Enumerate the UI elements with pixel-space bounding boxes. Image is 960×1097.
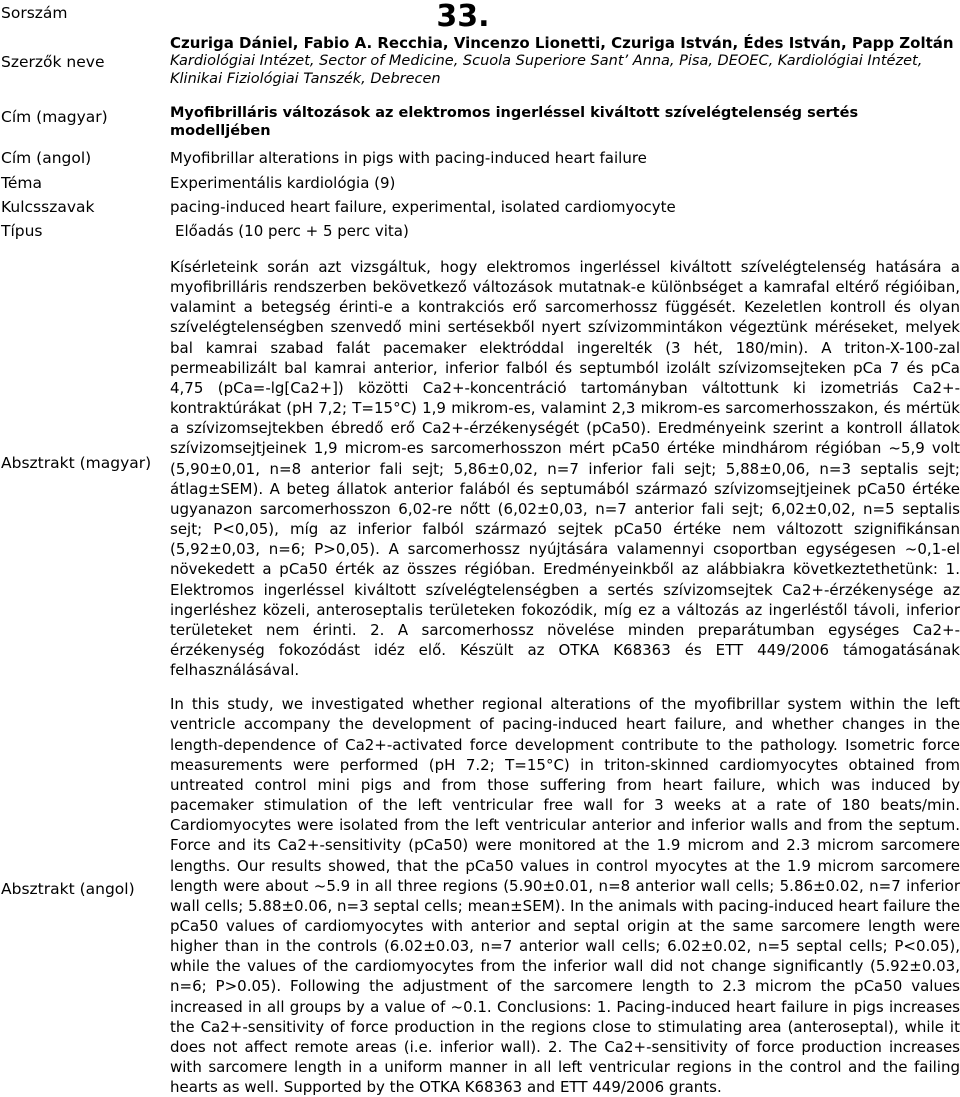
row-authors [0, 32, 960, 88]
abstract-hu-text: Kísérleteink során azt vizsgáltuk, hogy elektromos ingerléssel kiváltott szívelégtelenség hatására a myofibrilláris rendszerben bekövetkező változások mutatnak-e különbséget a kamrafal eltérő régióiban, valamint a betegség érinti-e a kontrakciós erő sarcomerhossz függését. Kezeletlen kontroll és olyan szívelégtelenségben szenvedő mini sertésekből nyert szívizommintákon végeztünk méréseket, melyek bal kamrai szabad falát pacemaker elektróddal ingerelték (3 hét, 180/min). A triton-X-100-zal permeabilizált bal kamrai anterior, inferior falból és septumból izolált szívizomsejteken pCa 7 és pCa 4,75 (pCa=-lg[Ca2+]) közötti Ca2+-koncentráció tartományban váltottunk ki izometriás Ca2+-kontraktúrákat (pH 7,2; T=15°C) 1,9 mikrom-es, valamint 2,3 mikrom-es sarcomerhosszakon, és mértük a szívizomsejtekben ébredő erő Ca2+-érzékenységét (pCa50). Eredményeink szerint a kontroll állatok szívizomsejtjeinek 1,9 microm-es sarcomerhosszon mért pCa50 értéke mindhárom régióban ~5,9 volt (5,90±0,01, n=8 anterior fali sejt; 5,86±0,02, n=7 inferior fali sejt; 5,88±0,06, n=3 septalis sejt; átlag±SEM). A beteg állatok anterior falából és septumából származó szívizomsejtjeinek pCa50 értéke ugyanazon sarcomerhosszon 6,02-re nőtt (6,02±0,03, n=7 anterior fali sejt; 6,02±0,02, n=5 septalis sejt; P<0,05), míg az inferior falból származó sejtek pCa50 értéke nem változott szignifikánsan (5,92±0,03, n=6; P>0,05). A sarcomerhossz nyújtására valamennyi csoportban egységesen ~0,1-el növekedett a pCa50 érték az összes régióban. Eredményeinkből az alábbiakra következtethetünk: 1. Elektromos ingerléssel kiváltott szívelégtelenségben a sertés szívizomsejtek Ca2+-érzékenysége az ingerléshez közeli, anteroseptalis területeken fokozódik, míg ez a változás az ingerléstől távoli, inferior területeket nem érinti. 2. A sarcomerhossz növelése minden preparátumban egységes Ca2+-érzékenység fokozódást idéz elő. Készült az OTKA K68363 és ETT 449/2006 támogatásának felhasználásával. [170, 258, 960, 680]
row-abstract-en [0, 680, 960, 1097]
row-title-en [0, 146, 960, 172]
number-label: Sorszám [1, 4, 68, 22]
row-abstract-hu [0, 246, 960, 680]
authors-text: Czuriga Dániel, Fabio A. Recchia, Vincenzo Lionetti, Czuriga István, Édes István, Papp Zoltán [170, 34, 954, 52]
title-hu-text: Myofibrilláris változások az elektromos ingerléssel kiváltott szívelégtelenség sertés modelljében [170, 105, 859, 139]
title-en-label: Cím (angol) [1, 149, 92, 167]
abstract-en-label: Absztrakt (angol) [1, 879, 135, 898]
row-title-hu [0, 88, 960, 146]
authors-cell [170, 32, 960, 88]
row-keywords [0, 196, 960, 220]
row-number [0, 0, 960, 32]
title-en-text: Myofibrillar alterations in pigs with pacing-induced heart failure [170, 149, 647, 167]
keywords-text: pacing-induced heart failure, experimental, isolated cardiomyocyte [170, 198, 676, 216]
abstract-number [170, 0, 960, 32]
affiliation-text: Kardiológiai Intézet, Sector of Medicine, Scuola Superiore Sant’ Anna, Pisa, DEOEC, Kardiológiai Intézet, Klinikai Fiziológiai Tanszék, Debrecen [170, 53, 923, 87]
topic-text: Experimentális kardiológia (9) [170, 174, 396, 192]
topic-label: Téma [1, 174, 42, 192]
title-hu-label: Cím (magyar) [1, 108, 108, 126]
authors-label: Szerzők neve [1, 53, 105, 71]
type-text: Előadás (10 perc + 5 perc vita) [175, 222, 409, 240]
abstract-en-text: In this study, we investigated whether regional alterations of the myofibrillar system within the left ventricle accompany the development of pacing-induced heart failure, and whether changes in the length-dependence of Ca2+-activated force development contribute to the pathology. Isometric force measurements were performed (pH 7.2; T=15°C) in triton-skinned cardiomyocytes obtained from untreated control mini pigs and from those suffering from heart failure, which was induced by pacemaker stimulation of the left ventricular free wall for 3 weeks at a rate of 180 beats/min. Cardiomyocytes were isolated from the left ventricular anterior and inferior walls and from the septum. Force and its Ca2+-sensitivity (pCa50) were monitored at the 1.9 microm and 2.3 microm sarcomere lengths. Our results showed, that the pCa50 values in control myocytes at the 1.9 microm sarcomere length were about ~5.9 in all three regions (5.90±0.01, n=8 anterior wall cells; 5.86±0.02, n=7 inferior wall cells; 5.88±0.06, n=3 septal cells; mean±SEM). In the animals with pacing-induced heart failure the pCa50 values of cardiomyocytes with anterior and septal origin at the same sarcomere length were higher than in the controls (6.02±0.03, n=7 anterior wall cells; 6.02±0.02, n=5 septal cells; P<0.05), while the values of the cardiomyocytes from the inferior wall did not change significantly (5.92±0.03, n=6; P>0.05). Following the adjustment of the sarcomere length to 2.3 microm the pCa50 values increased in all groups by a value of ~0.1. Conclusions: 1. Pacing-induced heart failure in pigs increases the Ca2+-sensitivity of force production in the regions close to stimulating area (anteroseptal), while it does not affect remote areas (i.e. inferior wall). 2. The Ca2+-sensitivity of force production increases with sarcomere length in a uniform manner in all left ventricular regions in the control and the failing hearts as well. Supported by the OTKA K68363 and ETT 449/2006 grants. [170, 695, 960, 1097]
keywords-label: Kulcsszavak [1, 198, 95, 216]
abstract-hu-label: Absztrakt (magyar) [1, 454, 152, 473]
abstract-number-text: 33. [436, 0, 490, 34]
type-label: Típus [1, 222, 43, 240]
row-type [0, 220, 960, 246]
row-topic [0, 172, 960, 196]
